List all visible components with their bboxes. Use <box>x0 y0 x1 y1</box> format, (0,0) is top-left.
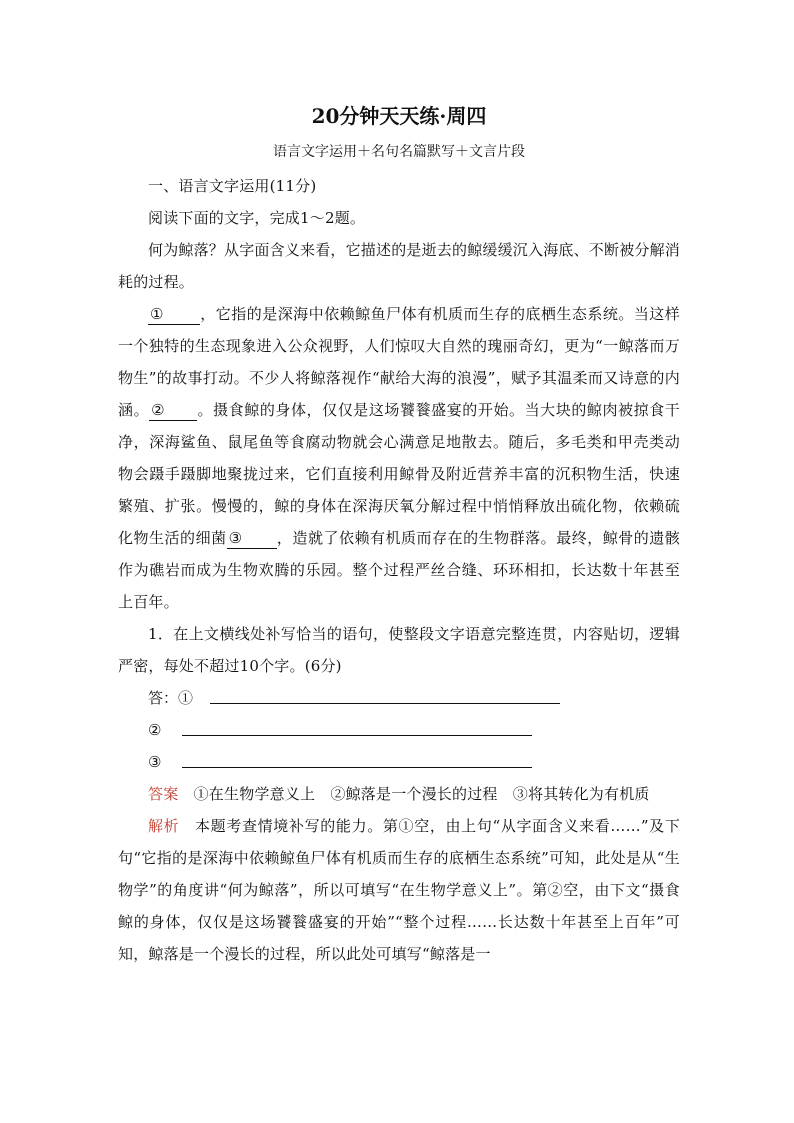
answer-label-1: 答：① <box>148 689 194 707</box>
analysis-text: 本题考查情境补写的能力。第①空，由上句“从字面含义来看……”及下句“它指的是深海中依赖鲸鱼尸体有机质而生存的底栖生态系统”可知，此处是从“生物学”的角度讲“何为鲸落”，所以可填写“在生物学意义上”。第②空，由下文“摄食鲸的身体，仅仅是这场饕餮盛宴的开始”“整个过程……长达数十年甚至上百年”可知，鲸落是一个漫长的过程，所以此处可填写“鲸落是一 <box>118 817 681 963</box>
answer-label-3: ③ <box>148 753 162 771</box>
analysis <box>118 810 680 970</box>
answer-line-2 <box>118 714 680 746</box>
passage-paragraph-1: 何为鲸落？从字面含义来看，它描述的是逝去的鲸缓缓沉入海底、不断被分解消耗的过程。 <box>118 241 681 291</box>
passage-paragraph-2 <box>118 298 680 618</box>
blank-3: ③ <box>227 528 277 549</box>
answer-line-3 <box>118 746 680 778</box>
passage-text-b: 。摄食鲸的身体，仅仅是这场饕餮盛宴的开始。当大块的鲸肉被掠食干净，深海鲨鱼、鼠尾鱼等食腐动物就会心满意足地散去。随后，多毛类和甲壳类动物会蹑手蹑脚地聚拢过来，它们直接利用鲸骨及附近营养丰富的沉积物生活，快速繁殖、扩张。慢慢的，鲸的身体在深海厌氧分解过程中悄悄释放出硫化物，依赖硫化物生活的细菌 <box>118 401 680 547</box>
answer-key <box>118 778 680 810</box>
answer-label-2: ② <box>148 721 162 739</box>
reading-instruction: 阅读下面的文字，完成1～2题。 <box>148 209 366 227</box>
answer-rule-1[interactable] <box>210 703 560 704</box>
blank-2: ② <box>149 400 197 421</box>
answer-rule-3[interactable] <box>182 767 532 768</box>
document-subtitle: 语言文字运用＋名句名篇默写＋文言片段 <box>273 144 525 160</box>
answer-line-1 <box>118 682 680 714</box>
answer-key-label: 答案 <box>148 785 179 803</box>
document-page <box>118 98 680 970</box>
analysis-label: 解析 <box>148 817 180 835</box>
question-1: 1．在上文横线处补写恰当的语句，使整段文字语意完整连贯，内容贴切，逻辑严密，每处不超过10个字。(6分) <box>118 625 680 675</box>
document-title: 20分钟天天练·周四 <box>311 104 487 128</box>
blank-1: ① <box>148 304 200 325</box>
passage-text-c: ，造就了依赖有机质而存在的生物群落。最终，鲸骨的遗骸作为礁岩而成为生物欢腾的乐园。整个过程严丝合缝、环环相扣，长达数十年甚至上百年。 <box>118 529 680 611</box>
answer-key-text: ①在生物学意义上 ②鲸落是一个漫长的过程 ③将其转化为有机质 <box>193 785 650 803</box>
section-heading: 一、语言文字运用(11分) <box>148 177 317 195</box>
passage-text-a: ，它指的是深海中依赖鲸鱼尸体有机质而生存的底栖生态系统。当这样一个独特的生态现象进入公众视野，人们惊叹大自然的瑰丽奇幻，更为“一鲸落而万物生”的故事打动。不少人将鲸落视作“献给大海的浪漫”，赋予其温柔而又诗意的内涵。 <box>118 305 680 419</box>
answer-rule-2[interactable] <box>182 735 532 736</box>
